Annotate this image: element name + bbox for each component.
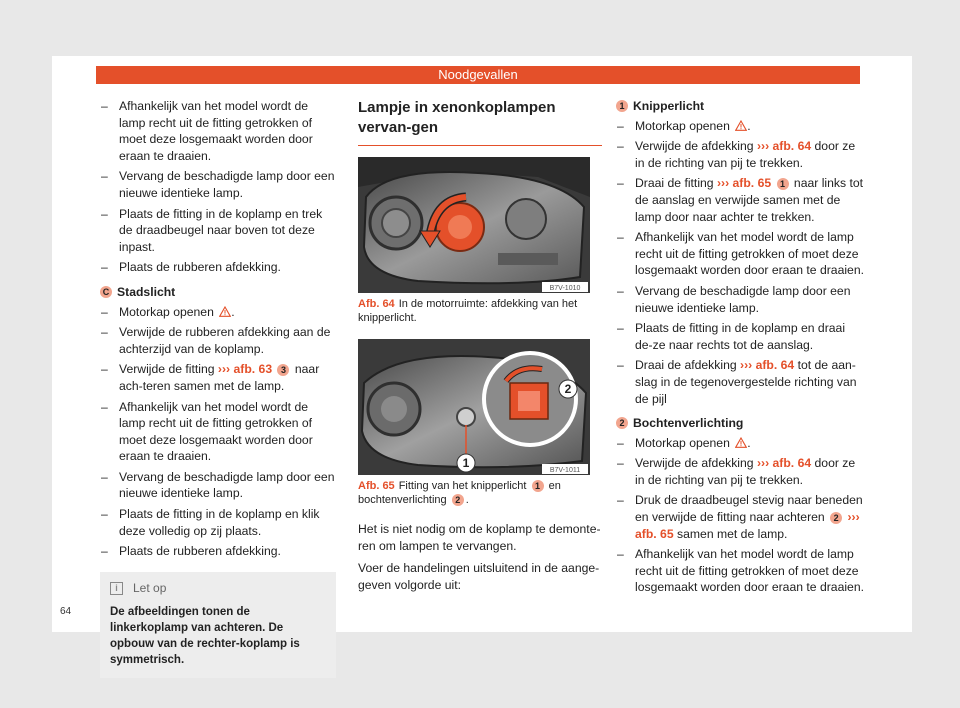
callout-badge: 1 (532, 480, 544, 492)
list-item-text: samen met de lamp. (673, 526, 788, 541)
headlamp-bulb-illustration (358, 339, 590, 475)
list-item: – Afhankelijk van het model wordt de lamp recht uit de fitting getrokken of moet deze losgemaakt worden door eraan te draaien. (100, 399, 336, 465)
list-item-text: Verwijde de fitting (119, 362, 218, 377)
warning-triangle-icon (735, 437, 747, 448)
caption-text: In de motorruimte: afdekking van het knipperlicht. (358, 298, 578, 324)
list-item: – Plaats de fitting in de koplamp en klik deze volledig op zij plaats. (100, 506, 336, 539)
list-item (616, 138, 864, 171)
section-heading-text: Stadslicht (117, 284, 176, 299)
list-item: – Afhankelijk van het model wordt de lamp recht uit de fitting getrokken of moet deze losgemaakt worden door eraan te draaien. (616, 229, 864, 279)
list-item-text: Motorkap openen (635, 118, 730, 133)
list-item: – Vervang de beschadigde lamp door een nieuwe identieke lamp. (616, 283, 864, 316)
list-item: – Plaats de fitting in de koplamp en draai de-ze naar rechts tot de aanslag. (616, 320, 864, 353)
callout-badge: 1 (777, 178, 789, 190)
step-list (616, 118, 864, 408)
list-item: – Vervang de beschadigde lamp door een nieuwe identieke lamp. (100, 469, 336, 502)
list-item-text: door ze in de richting van pij te trekken. (635, 456, 856, 487)
figure-reference-link[interactable]: ››› afb. 63 (217, 362, 273, 377)
note-box (100, 572, 336, 679)
list-item-text: Druk de draadbeugel stevig naar beneden en verwijde de fitting naar achteren (635, 493, 863, 525)
figure-reference-link[interactable]: ››› afb. 65 (716, 176, 772, 191)
list-item: – Plaats de rubberen afdekking. (100, 259, 336, 276)
section-heading-bochtenverlichting (616, 415, 864, 432)
list-item (616, 455, 864, 488)
figure-reference-link[interactable]: ››› afb. 65 (635, 510, 860, 541)
figure-code: B7V-1011 (549, 467, 581, 474)
section-badge: C (100, 286, 112, 298)
step-list (100, 304, 336, 560)
list-item-text: Draai de fitting (635, 176, 717, 191)
figure-65-image (358, 339, 590, 475)
list-item-text: Motorkap openen (119, 304, 214, 319)
list-item-text: naar links tot de aanslag en verwijde samen met de lamp door naar achter te trekken. (635, 176, 864, 224)
figure-64-caption (358, 297, 602, 325)
list-item: – Plaats de rubberen afdekking. (100, 543, 336, 560)
figure-label: Afb. 65 (358, 480, 395, 492)
callout-badge: 2 (452, 494, 464, 506)
callout-number-2: 2 (564, 382, 572, 396)
list-item (616, 492, 864, 542)
info-icon: i (110, 582, 123, 595)
callout-badge: 3 (277, 364, 289, 376)
section-heading-stadslicht (100, 284, 336, 301)
list-item: – Motorkap openen . (616, 118, 864, 135)
figure-65-caption (358, 479, 602, 507)
page-number: 64 (60, 606, 72, 617)
caption-text: en bochtenverlichting (358, 480, 561, 506)
caption-text: . (465, 494, 469, 506)
list-item: – Afhankelijk van het model wordt de lamp recht uit de fitting getrokken of moet deze losgemaakt worden door eraan te draaien. (616, 546, 864, 596)
callout-badge: 2 (830, 512, 842, 524)
list-item: – Afhankelijk van het model wordt de lamp recht uit de fitting getrokken of moet deze losgemaakt worden door eraan te draaien. (100, 98, 336, 164)
callout-number-1: 1 (462, 456, 470, 470)
column-left (100, 98, 336, 678)
list-item: – Vervang de beschadigde lamp door een nieuwe identieke lamp. (100, 168, 336, 201)
list-item: – Plaats de fitting in de koplamp en trek de draadbeugel naar boven tot deze inpast. (100, 206, 336, 256)
column-right (616, 98, 864, 600)
list-item-text: Draai de afdekking (635, 358, 741, 373)
caption-text: Fitting van het knipperlicht (398, 480, 527, 492)
paragraph: Voer de handelingen uitsluitend in de aange-geven volgorde uit: (358, 561, 600, 592)
list-item (616, 357, 864, 407)
warning-triangle-icon (735, 120, 747, 131)
list-item-text: tot de aan-slag in de tegenovergestelde richting van de pijl (635, 358, 857, 406)
list-item-text: door ze in de richting van pij te trekken. (635, 139, 856, 170)
section-heading-text: Knipperlicht (633, 99, 705, 113)
list-item (100, 361, 336, 394)
section-heading-text: Bochtenverlichting (633, 416, 744, 431)
figure-reference-link[interactable]: ››› afb. 64 (740, 358, 795, 373)
chapter-header: Noodgevallen (96, 66, 860, 84)
note-header (110, 580, 326, 597)
list-item-text: Verwijde de afdekking (635, 456, 757, 471)
section-heading-knipperlicht (616, 98, 864, 115)
figure-reference-link[interactable]: ››› afb. 64 (756, 456, 812, 471)
figure-reference-link[interactable]: ››› afb. 64 (756, 139, 812, 154)
list-item-text: Verwijde de afdekking (635, 139, 757, 154)
column-middle (358, 98, 602, 593)
warning-triangle-icon (219, 306, 231, 317)
list-item (616, 175, 864, 225)
list-item: – Motorkap openen . (100, 304, 336, 321)
section-badge: 1 (616, 100, 628, 112)
list-item: – Motorkap openen . (616, 435, 864, 452)
list-item: – Verwijde de rubberen afdekking aan de achterzijd van de koplamp. (100, 324, 336, 357)
paragraph: Het is niet nodig om de koplamp te demonte-ren om lampen te vervangen. (358, 522, 601, 553)
list-item-text: naar ach-teren samen met de lamp. (119, 362, 320, 393)
list-item-text: Motorkap openen (635, 435, 730, 450)
section-badge: 2 (616, 417, 628, 429)
section-title: Lampje in xenonkoplampen vervan-gen (358, 98, 602, 146)
step-list (616, 435, 864, 596)
headlamp-cover-illustration (358, 157, 590, 293)
figure-label: Afb. 64 (358, 298, 395, 310)
figure-code: B7V-1010 (549, 285, 581, 292)
note-text: De afbeeldingen tonen de linkerkoplamp van achteren. De opbouw van de rechter-koplamp is symmetrisch. (110, 606, 300, 667)
figure-64-image (358, 157, 590, 293)
step-list (100, 98, 336, 276)
note-heading: Let op (133, 580, 167, 595)
